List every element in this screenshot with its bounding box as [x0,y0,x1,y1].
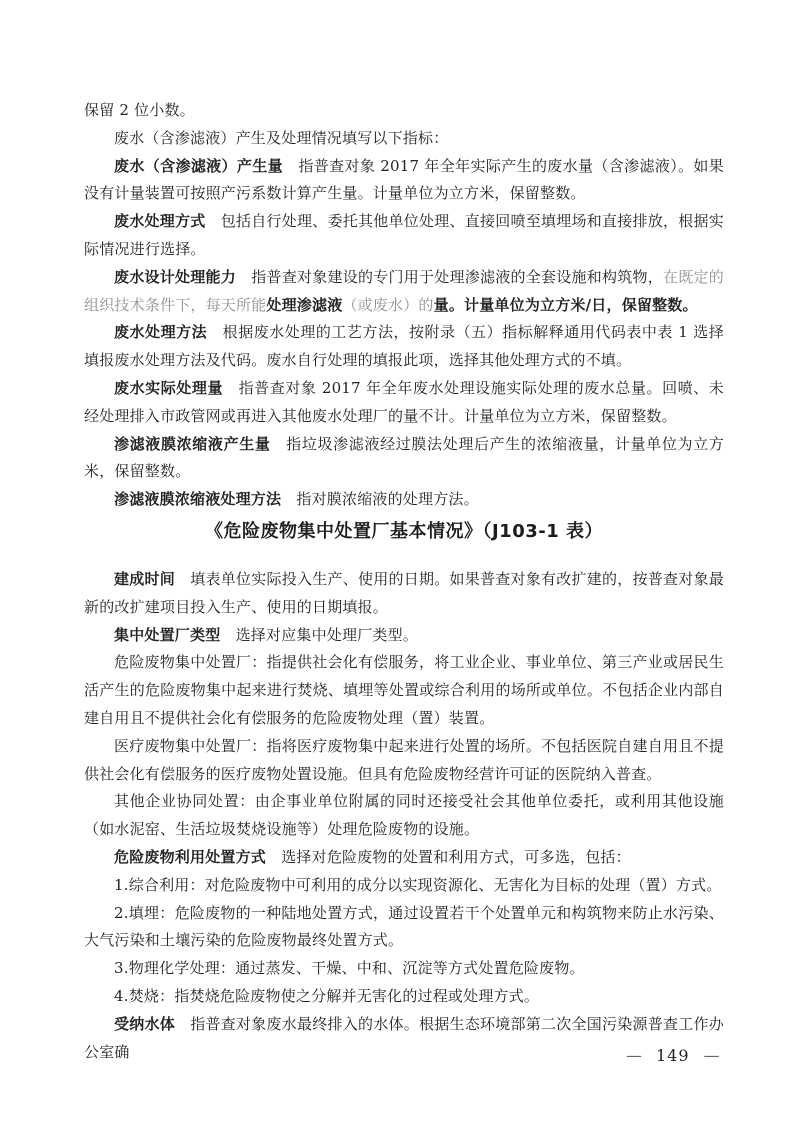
text-run: 指普查对象废水最终排入的水体。根据生态环境部第二次全国污染源普查工作办公室确 [84,1014,724,1061]
text-run: （或废水）的 [342,295,434,314]
text-run: 危险废物集中处置厂：指提供社会化有偿服务，将工业企业、事业单位、第三产业或居民生活产生的危险废物集中起来进行焚烧、填埋等处置或综合利用的场所或单位。不包括企业内部自建自用且不提供社会化有偿服务的危险废物处理（置）装置。 [84,653,724,727]
text-run: 指垃圾渗滤液经过膜法处理后产生的浓缩液量，计量单位为立方米，保留整数。 [84,434,724,481]
paragraph [84,319,724,375]
paragraph [84,431,724,487]
text-run: 医疗废物集中处置厂：指将医疗废物集中起来进行处置的场所。不包括医院自建自用且不提供社会化有偿服务的医疗废物处置设施。但具有危险废物经营许可证的医院纳入普查。 [84,736,724,783]
paragraph [84,955,724,983]
text-run: 4.焚烧：指焚烧危险废物使之分解并无害化的过程或处理方式。 [114,986,540,1005]
text-run: 填表单位实际投入生产、使用的日期。如果普查对象有改扩建的，按普查对象最新的改扩建项目投入生产、使用的日期填报。 [84,569,724,616]
text-run: 根据废水处理的工艺方法，按附录（五）指标解释通用代码表中表 1 选择填报废水处理方法及代码。废水自行处理的填报此项，选择其他处理方式的不填。 [84,323,724,370]
text-run: 指普查对象建设的专门用于处理渗滤液的全套设施和构筑物， [236,267,664,286]
paragraph [84,566,724,622]
paragraph [84,208,724,264]
text-run: 废水（含渗滤液）产生及处理情况填写以下指标： [114,128,449,147]
paragraph [84,844,724,872]
paragraph [84,97,724,125]
text-run: 废水处理方法 [114,323,208,342]
text-run: 危险废物利用处置方式 [114,847,267,866]
paragraph [84,622,724,650]
paragraph [84,788,724,844]
text-run: 集中处置厂类型 [114,625,221,644]
text-run: 其他企业协同处置：由企事业单位附属的同时还接受社会其他单位委托，或利用其他设施（如水泥窑、生活垃圾焚烧设施等）处理危险废物的设施。 [84,792,724,839]
paragraph [84,486,724,514]
text-run: 2.填埋：危险废物的一种陆地处置方式，通过设置若干个处置单元和构筑物来防止水污染、大气污染和土壤污染的危险废物最终处置方式。 [84,903,724,950]
paragraph [84,375,724,431]
paragraph [84,872,724,900]
page-footer [626,1047,720,1065]
text-run: 指普查对象 2017 年全年废水处理设施实际处理的废水总量。回喷、未经处理排入市政管网或再进入其他废水处理厂的量不计。计量单位为立方米，保留整数。 [84,378,724,425]
text-run: 1.综合利用：对危险废物中可利用的成分以实现资源化、无害化为目标的处理（置）方式。 [114,875,722,894]
text-run: 废水设计处理能力 [114,267,237,286]
text-run: 废水处理方式 [114,212,206,231]
section-hazardous-waste-plant [84,566,724,1066]
text-run: 渗滤液膜浓缩液产生量 [114,434,271,453]
paragraph [84,733,724,789]
page-number: 149 [656,1046,690,1065]
paragraph [84,649,724,732]
text-run: 在既定的组织技术条件下，每天所能 [84,267,724,314]
section-heading: 《危险废物集中处置厂基本情况》（J103-1 表） [204,520,604,542]
section-landfill-wastewater-indicators [84,97,724,514]
paragraph [84,153,724,209]
text-run: 量。计量单位为立方米/日，保留整数。 [433,295,698,314]
text-run: 渗滤液膜浓缩液处理方法 [114,490,282,509]
paragraph [84,900,724,956]
text-run: 废水实际处理量 [114,378,224,397]
text-run: 建成时间 [114,569,176,588]
footer-rule-right: — [703,1046,720,1065]
text-run: 指对膜浓缩液的处理方法。 [281,490,479,509]
text-run: 受纳水体 [114,1014,176,1033]
text-run: 废水（含渗滤液）产生量 [114,156,283,175]
paragraph [84,125,724,153]
footer-rule-left: — [626,1046,642,1065]
text-run: 保留 2 位小数。 [84,101,195,119]
page-body [84,97,724,1066]
text-run: 指普查对象 2017 年全年实际产生的废水量（含渗滤液）。如果没有计量装置可按照产污系数计算产生量。计量单位为立方米，保留整数。 [84,156,724,203]
paragraph [84,264,724,320]
text-run: 3.物理化学处理：通过蒸发、干燥、中和、沉淀等方式处置危险废物。 [114,959,585,978]
paragraph [84,983,724,1011]
text-run: 处理渗滤液 [266,295,343,314]
text-run: 包括自行处理、委托其他单位处理、直接回喷至填埋场和直接排放，根据实际情况进行选择。 [84,212,724,258]
text-run: 选择对危险废物的处置和利用方式，可多选，包括： [266,847,631,866]
text-run: 选择对应集中处理厂类型。 [220,625,419,644]
